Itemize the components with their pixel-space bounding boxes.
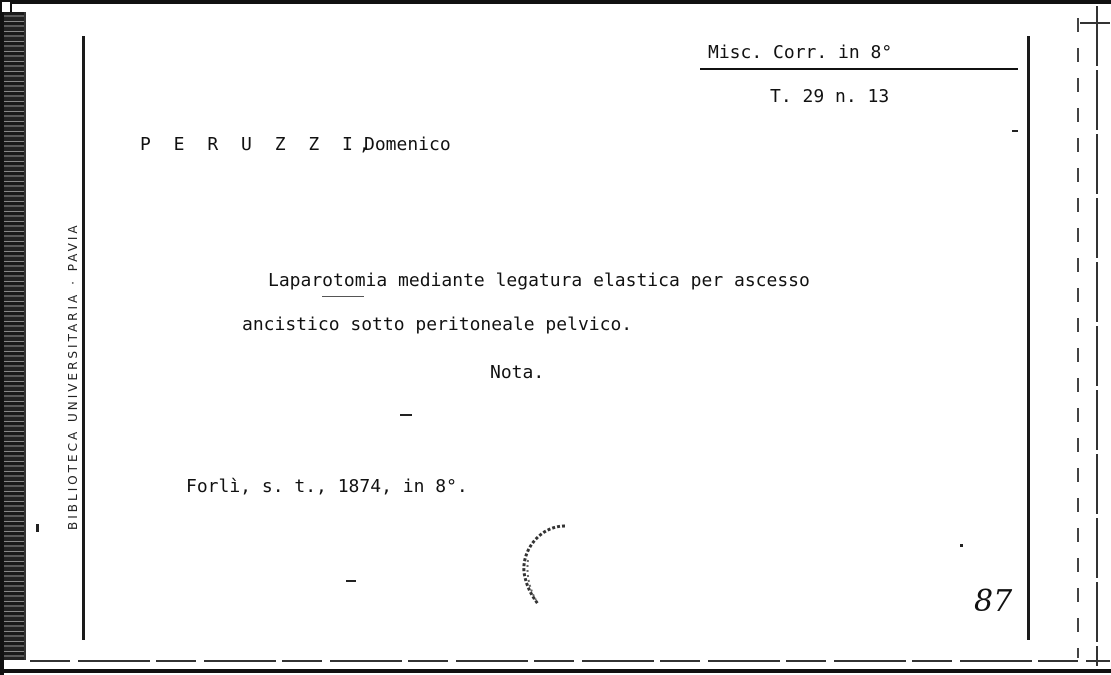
frame-bottom-border xyxy=(0,669,1111,673)
speck xyxy=(346,580,356,582)
right-margin-strip-outer xyxy=(1096,6,1098,666)
title-line: ancistico sotto peritoneale pelvico. xyxy=(242,314,633,335)
collocation-underline xyxy=(700,68,1018,70)
handwritten-number: 87 xyxy=(974,584,1013,619)
frame-top-border xyxy=(0,0,1111,4)
speck xyxy=(1012,130,1018,132)
imprint: Forlì, s. t., 1874, in 8°. xyxy=(186,476,468,497)
card-right-rule xyxy=(1027,36,1030,640)
note: Nota. xyxy=(490,362,545,383)
right-top-rule xyxy=(1080,22,1110,24)
collocation: Misc. Corr. in 8° xyxy=(708,42,893,63)
binding-strip-edge xyxy=(24,12,26,660)
speck xyxy=(960,544,963,547)
author-surname: P E R U Z Z I, xyxy=(140,134,376,155)
binding-strip xyxy=(4,12,24,660)
card-left-rule xyxy=(82,36,85,640)
speck xyxy=(36,524,39,532)
card-bottom-rule xyxy=(30,660,1110,662)
title-line: Laparotomia mediante legatura elastica per ascesso xyxy=(268,270,810,291)
library-stamp: BIBLIOTECA UNIVERSITARIA · PAVIA xyxy=(66,222,80,530)
author-given-name: Domenico xyxy=(364,134,451,155)
volume-number: T. 29 n. 13 xyxy=(770,86,890,107)
right-margin-strip xyxy=(1077,18,1079,658)
speck xyxy=(400,414,412,416)
title-mark xyxy=(322,296,364,297)
faded-stamp-mark xyxy=(510,520,580,610)
